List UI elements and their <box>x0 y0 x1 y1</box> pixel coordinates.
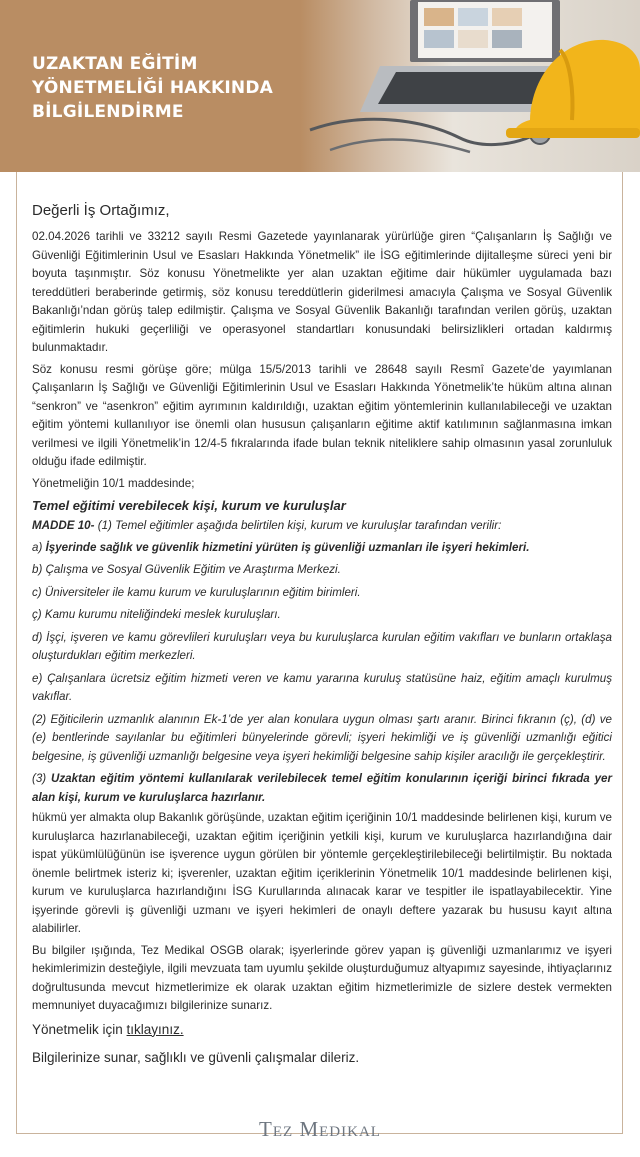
company-logo: Tez Medikal <box>259 1117 381 1141</box>
article-heading: Temel eğitimi verebilecek kişi, kurum ve kuruluşlar <box>32 498 346 513</box>
paragraph-ministry-opinion: Söz konusu resmi görüşe göre; mülga 15/5/2013 tarihli ve 28648 sayılı Resmî Gazete’de yayımlanan Çalışanların İş Sağlığı ve Güvenliği Eğitimlerinin Usul ve Esasları Hakkında Yönetmelik’te hüküm altına alınan “senkron” ve “asenkron” eğitim ayrımının kaldırıldığı, uzaktan eğitim yöntemlerinin kullanılabileceği ve uzaktan eğitim yöntemi kullanılıyor ise önemli olan hususun çalışanların eğitime aktif katılımının sağlanmasına imkan verilmesi ve ilgili Yönetmelik’in 12/4-5 fıkralarında ifade bulan teknik niteliklere sahip olmasının yasal zorunluluk olduğu ifade edilmiştir. <box>32 362 612 468</box>
title-line-1: UZAKTAN EĞİTİM <box>32 54 198 74</box>
list-item-a-text: İşyerinde sağlık ve güvenlik hizmetini yürüten iş güvenliği uzmanları ile işyeri hekimleri. <box>45 540 530 554</box>
list-item-e: e) Çalışanlara ücretsiz eğitim hizmeti veren ve kamu yararına kuruluş statüsüne haiz, eğitim amaçlı kurulmuş vakıflar. <box>32 671 612 703</box>
closing-line: Bilgilerinize sunar, sağlıklı ve güvenli çalışmalar dileriz. <box>32 1049 360 1065</box>
paragraph-ministry-details: hükmü yer almakta olup Bakanlık görüşünde, uzaktan eğitim içeriğinin 10/1 maddesinde belirlenen kişi, kurum ve kuruluşlarca hazırlanabileceği, uzaktan eğitim içeriğinin yetkili kişi, kurum ve kuruluşlarca hazırlandığına dair ispat yükümlülüğünün ise işverence uygun görülen bir yöntemle gerçekleştirilebileceği belirtilmiştir. Bu noktada önemle belirtmek isteriz ki; işverenler, uzaktan eğitim içeriklerinin Yönetmelik 10/1 maddesinde belirlenen kişi, kurum ve kuruluşlarca hazırlandığını İSG Kurullarında alınacak karar ve tespitler ile ispatlayabilecektir. Yine işyerinde görevli iş güvenliği uzmanı ve işyeri hekimleri de onaylı deftere yazarak bu hususu kayıt altına alabilirler. <box>32 811 612 935</box>
footer-rule-left <box>16 1133 248 1134</box>
paragraph-intro: 02.04.2026 tarihli ve 33212 sayılı Resmi Gazetede yayınlanarak yürürlüğe giren “Çalışanların İş Sağlığı ve Güvenliği Eğitimlerinin Usul ve Esasları Hakkında Yönetmelik” ile İSG eğitimlerinde dijitalleşme süreci yeni bir boyuta taşınmıştır. Söz konusu Yönetmelikte yer alan uzaktan eğitime dair hükümler uygulamada bazı tereddütleri beraberinde getirmiş, söz konusu tereddütlerin giderilmesi amacıyla Çalışma ve Sosyal Güvenlik Bakanlığı’ndan görüş talep edilmiştir. Çalışma ve Sosyal Güvenlik Bakanlığı tarafından verilen görüş, uzaktan eğitimlerin hukuki geçerliliği ve operasyonel standartları konusundaki belirsizlikleri ortadan kaldırmış bulunmaktadır. <box>32 230 612 354</box>
paragraph-article-ref: Yönetmeliğin 10/1 maddesinde; <box>32 476 195 490</box>
list-item-a <box>32 539 612 558</box>
greeting: Değerli İş Ortağımız, <box>32 202 170 219</box>
list-item-a-prefix: a) <box>32 540 46 554</box>
page-title <box>32 52 322 124</box>
list-item-d: d) İşçi, işveren ve kamu görevlileri kuruluşları veya bu kuruluşlarca kurulan eğitim vakıfları ve bunların ortaklaşa oluşturdukları eğitim merkezleri. <box>32 630 612 662</box>
header-photo-laptop-helmet <box>300 0 640 172</box>
title-line-3: BİLGİLENDİRME <box>32 102 184 122</box>
letter-body <box>32 200 612 1068</box>
laptop-stethoscope-helmet-illustration <box>300 0 640 172</box>
article-paragraph-3 <box>32 770 612 807</box>
article-label: MADDE 10- <box>32 519 95 532</box>
regulation-link-line <box>32 1020 612 1040</box>
paragraph-company-offer: Bu bilgiler ışığında, Tez Medikal OSGB olarak; işyerlerinde görev yapan iş güvenliği uzmanlarımız ve işyeri hekimlerimizin desteğiyle, ilgili mevzuata tam uyumlu şekilde oluşturduğumuz altyapımız sayesinde, ihtiyaçlarınız doğrultusunda mevcut hizmetlerimize ek olarak uzaktan eğitim hizmetlerimizle de sizlere destek vermekten memnuniyet duyacağımızı bilgilerinize sunarız. <box>32 943 612 1012</box>
article-paragraph-3-text: Uzaktan eğitim yöntemi kullanılarak verilebilecek temel eğitim konularının içeriği birinci fıkrada yer alan kişi, kurum ve kuruluşlarca hazırlanır. <box>32 772 613 804</box>
article-10-text: (1) Temel eğitimler aşağıda belirtilen kişi, kurum ve kuruluşlar tarafından verilir: <box>94 519 502 532</box>
article-10-intro <box>32 517 612 536</box>
title-line-2: YÖNETMELİĞİ HAKKINDA <box>32 78 274 98</box>
regulation-link[interactable]: tıklayınız. <box>126 1021 184 1037</box>
footer-rule-right <box>392 1133 623 1134</box>
header-banner <box>0 0 640 172</box>
list-item-c: c) Üniversiteler ile kamu kurum ve kuruluşlarının eğitim birimleri. <box>32 585 361 599</box>
article-paragraph-3-prefix: (3) <box>32 772 52 785</box>
article-paragraph-2: (2) Eğiticilerin uzmanlık alanının Ek-1’de yer alan konulara uygun olması şartı aranır. Birinci fıkranın (ç), (d) ve (e) bentlerinde sayılanlar bu eğitimleri bünyelerinde görevli; işyeri hekimliği ve iş güvenliği uzmanlığı eğitici belgesine, iş güvenliği uzmanlığı belgesine veya işyeri hekimliği belgesine sahip kişiler aracılığı ile gerçekleştirir. <box>32 712 612 763</box>
list-item-b: b) Çalışma ve Sosyal Güvenlik Eğitim ve Araştırma Merkezi. <box>32 563 341 576</box>
regulation-link-prefix: Yönetmelik için <box>32 1021 127 1037</box>
footer <box>0 1113 640 1143</box>
list-item-cc: ç) Kamu kurumu niteliğindeki meslek kuruluşları. <box>32 608 281 621</box>
